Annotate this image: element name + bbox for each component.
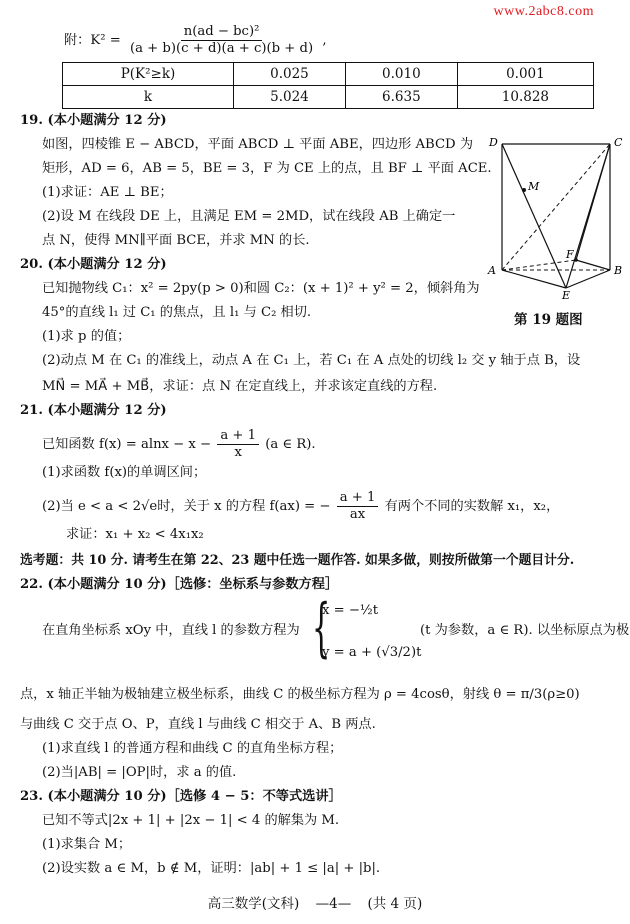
q19-line: (2)设 M 在线段 DE 上，且满足 EM = 2MD，试在线段 AB 上确定一 <box>42 209 456 224</box>
table-cell: 0.025 <box>234 63 346 86</box>
q22-param-eq: x = −½t <box>322 603 379 618</box>
q21-fraction <box>337 490 379 523</box>
q22-param-eq: y = a + (√3/2)t <box>322 645 422 660</box>
figure-caption: 第 19 题图 <box>514 312 583 328</box>
q19-line: (1)求证：AE ⊥ BE； <box>42 185 173 200</box>
q19-heading: 19. (本小题满分 12 分) <box>20 113 167 128</box>
table-row <box>63 63 594 86</box>
formula-numerator: n(ad − bc)² <box>181 24 263 41</box>
q23-line: 已知不等式|2x + 1| + |2x − 1| < 4 的解集为 M. <box>42 813 340 828</box>
q23-line: (1)求集合 M； <box>42 837 132 852</box>
page-footer <box>0 892 630 912</box>
vertex-label-m: M <box>528 180 540 193</box>
q19-line: 如图，四棱锥 E − ABCD，平面 ABCD ⊥ 平面 ABE，四边形 ABCD 为 <box>42 137 474 152</box>
footer-subject: 高三数学(文科) <box>207 896 300 912</box>
q22-line: (1)求直线 l 的普通方程和曲线 C 的直角坐标方程； <box>42 741 343 756</box>
q20-line: (2)动点 M 在 C₁ 的准线上，动点 A 在 C₁ 上，若 C₁ 在 A 点处的切线 l₂ 交 y 轴于点 B，设 <box>42 353 581 368</box>
q22-heading: 22. (本小题满分 10 分)［选修：坐标系与参数方程］ <box>20 577 339 592</box>
fraction-denominator: ax <box>349 507 366 522</box>
formula-prefix: 附：K² = <box>64 33 121 48</box>
q20-line: (1)求 p 的值； <box>42 329 131 344</box>
q21-line: 求证：x₁ + x₂ < 4x₁x₂ <box>66 527 204 542</box>
q21-line-part: 已知函数 f(x) = alnx − x − <box>42 437 212 452</box>
footer-total-pages: (共 4 页) <box>367 896 423 912</box>
q21-function-line <box>42 428 316 461</box>
table-cell: P(K²≥k) <box>63 63 234 86</box>
fraction-denominator: x <box>234 445 242 460</box>
q19-line: 矩形，AD = 6，AB = 5，BE = 3，F 为 CE 上的点，且 BF ⊥ 平面 ACE. <box>42 161 492 176</box>
elective-instructions: 选考题：共 10 分. 请考生在第 22、23 题中任选一题作答. 如果多做，则按所做第一个题目计分. <box>20 553 575 568</box>
q21-line-part: 有两个不同的实数解 x₁，x₂， <box>384 499 560 514</box>
formula-suffix: , <box>322 33 327 48</box>
q23-line: (2)设实数 a ∈ M，b ∉ M，证明：|ab| + 1 ≤ |a| + |b|. <box>42 861 381 876</box>
fraction-numerator: a + 1 <box>217 428 259 445</box>
q22-line: 与曲线 C 交于点 O、P，直线 l 与曲线 C 相交于 A、B 两点. <box>20 717 376 732</box>
pyramid-figure <box>486 132 626 300</box>
vertex-label-e: E <box>562 289 571 300</box>
q19-line: 点 N，使得 MN∥平面 BCE，并求 MN 的长. <box>42 233 310 248</box>
q23-heading: 23. (本小题满分 10 分)［选修 4 − 5：不等式选讲］ <box>20 789 342 804</box>
watermark: www.2abc8.com <box>493 4 594 19</box>
q22-line: 在直角坐标系 xOy 中，直线 l 的参数方程为 <box>42 623 300 638</box>
table-row <box>63 86 594 109</box>
q21-line-part: (a ∈ R). <box>265 437 316 452</box>
q20-line: 45°的直线 l₁ 过 C₁ 的焦点，且 l₁ 与 C₂ 相切. <box>42 305 312 320</box>
table-cell: 5.024 <box>234 86 346 109</box>
q22-line: 点，x 轴正半轴为极轴建立极坐标系，曲线 C 的极坐标方程为 ρ = 4cosθ，射线 θ = π/3(ρ≥0) <box>20 687 580 702</box>
table-cell: 0.001 <box>457 63 593 86</box>
q22-line: (2)当|AB| = |OP|时，求 a 的值. <box>42 765 237 780</box>
q21-line-part: (2)当 e < a < 2√e时，关于 x 的方程 f(ax) = − <box>42 499 331 514</box>
vertex-label-f: F <box>566 248 574 261</box>
q20-heading: 20. (本小题满分 12 分) <box>20 257 167 272</box>
vertex-label-d: D <box>489 136 498 149</box>
brace-symbol: { <box>312 591 331 665</box>
table-cell: k <box>63 86 234 109</box>
q21-heading: 21. (本小题满分 12 分) <box>20 403 167 418</box>
formula-denominator: (a + b)(c + d)(a + c)(b + d) <box>129 41 314 56</box>
table-cell: 10.828 <box>457 86 593 109</box>
table-cell: 0.010 <box>345 63 457 86</box>
critical-value-table <box>62 62 594 109</box>
q21-fraction <box>217 428 259 461</box>
q20-line: 已知抛物线 C₁：x² = 2py(p > 0)和圆 C₂：(x + 1)² + y² = 2，倾斜角为 <box>42 281 480 296</box>
footer-page-number: —4— <box>315 896 352 912</box>
chi-square-formula <box>64 24 327 57</box>
q20-line: MN⃗ = MA⃗ + MB⃗，求证：点 N 在定直线上，并求该定直线的方程. <box>42 379 438 394</box>
vertex-label-c: C <box>614 136 623 149</box>
vertex-label-a: A <box>488 264 496 277</box>
q21-line: (1)求函数 f(x)的单调区间； <box>42 465 207 480</box>
fraction-numerator: a + 1 <box>337 490 379 507</box>
vertex-label-b: B <box>614 264 623 277</box>
formula-fraction <box>127 24 316 57</box>
q22-line: (t 为参数，a ∈ R). 以坐标原点为极 <box>420 623 630 638</box>
q21-equation-line <box>42 490 559 523</box>
table-cell: 6.635 <box>345 86 457 109</box>
